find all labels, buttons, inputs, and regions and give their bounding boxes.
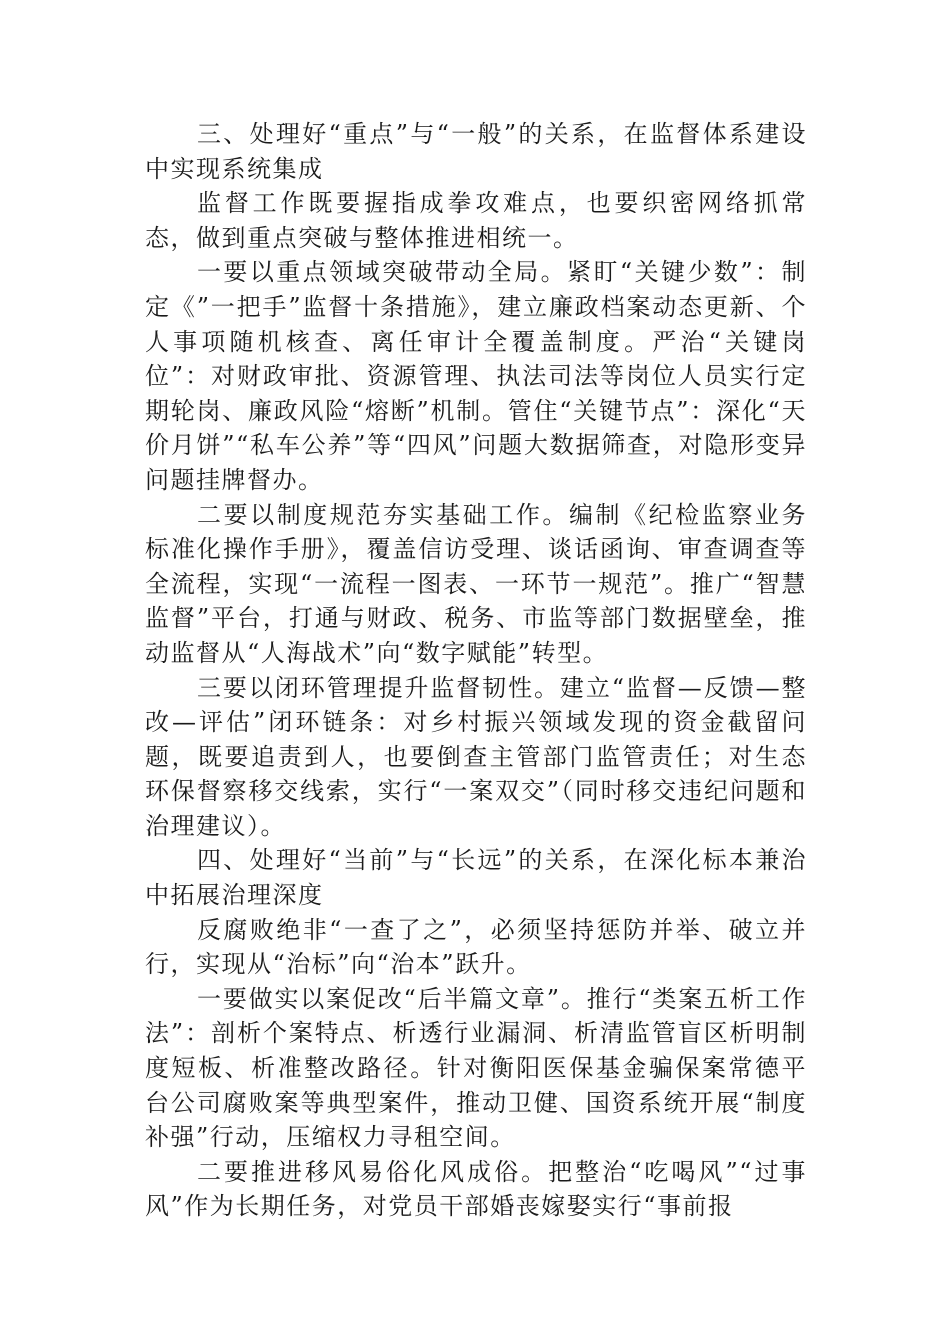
body-paragraph: 反腐败绝非“一查了之”，必须坚持惩防并举、破立并行，实现从“治标”向“治本”跃升。: [145, 915, 807, 979]
section-heading-three: 三、处理好“重点”与“一般”的关系，在监督体系建设中实现系统集成: [145, 120, 807, 183]
document-body: [145, 117, 807, 1224]
body-paragraph: 一要以重点领域突破带动全局。紧盯“关键少数”：制定《”一把手”监督十条措施》，建立廉政档案动态更新、个人事项随机核查、离任审计全覆盖制度。严治“关键岗位”：对财政审批、资源管理、执法司法等岗位人员实行定期轮岗、廉政风险“熔断”机制。管住“关键节点”：深化“天价月饼”“私车公养”等“四风”问题大数据筛查，对隐形变异问题挂牌督办。: [145, 258, 807, 494]
body-paragraph: 二要推进移风易俗化风成俗。把整治“吃喝风”“过事风”作为长期任务，对党员干部婚丧嫁娶实行“事前报: [145, 1157, 807, 1221]
body-paragraph: 三要以闭环管理提升监督韧性。建立“监督—反馈—整改—评估”闭环链条：对乡村振兴领域发现的资金截留问题，既要追责到人，也要倒查主管部门监管责任；对生态环保督察移交线索，实行“一案双交”（同时移交违纪问题和治理建议）。: [145, 673, 807, 840]
body-paragraph: 一要做实以案促改“后半篇文章”。推行“类案五析工作法”：剖析个案特点、析透行业漏洞、析清监管盲区析明制度短板、析准整改路径。针对衡阳医保基金骗保案常德平台公司腐败案等典型案件，推动卫健、国资系统开展“制度补强”行动，压缩权力寻租空间。: [145, 984, 807, 1152]
section-heading-four: 四、处理好“当前”与“长远”的关系，在深化标本兼治中拓展治理深度: [145, 846, 807, 910]
body-paragraph: 监督工作既要握指成拳攻难点，也要织密网络抓常态，做到重点突破与整体推进相统一。: [145, 189, 807, 252]
body-paragraph: 二要以制度规范夯实基础工作。编制《纪检监察业务标准化操作手册》，覆盖信访受理、谈话函询、审查调查等全流程，实现“一流程一图表、一环节一规范”。推广“智慧监督”平台，打通与财政、税务、市监等部门数据壁垒，推动监督从“人海战术”向“数字赋能”转型。: [145, 500, 807, 667]
